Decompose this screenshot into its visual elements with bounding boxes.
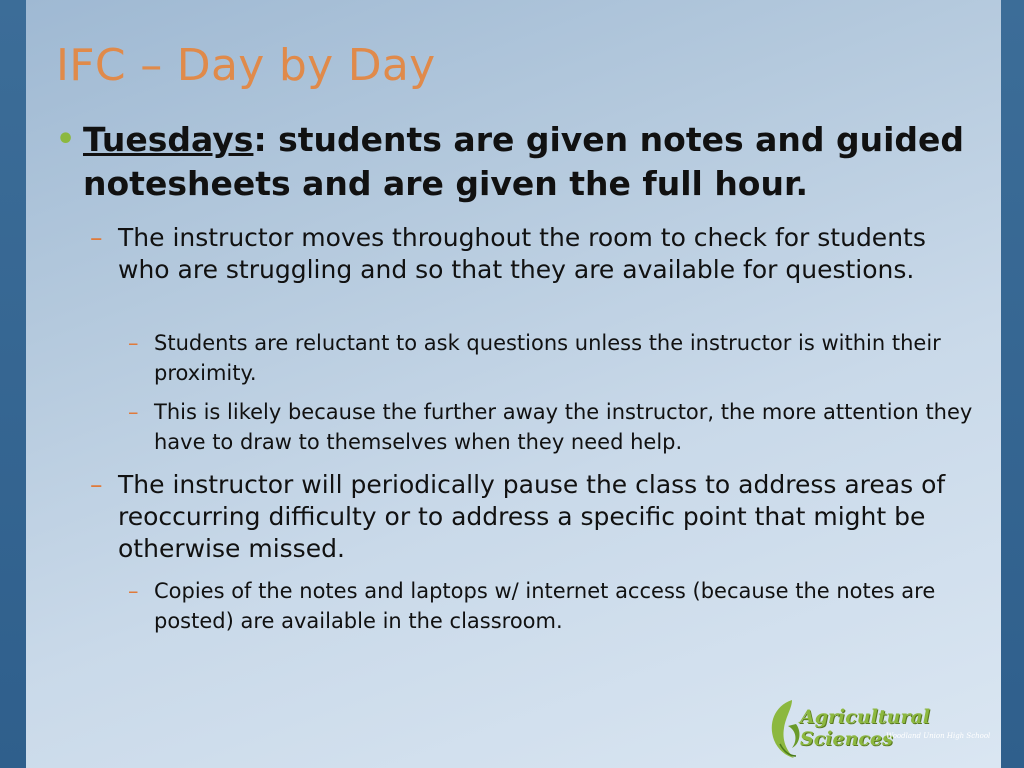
main-bullet (56, 118, 976, 206)
dash-marker: – (90, 470, 103, 499)
sub-item-periodic-pause (90, 469, 970, 565)
agricultural-sciences-logo (766, 696, 996, 762)
sub-item-instructor-moves (90, 222, 970, 286)
sub-item-text: This is likely because the further away the instructor, the more attention they have to draw to themselves when they need help. (154, 400, 973, 454)
bullet-marker: • (56, 122, 76, 157)
sub-item-text: The instructor moves throughout the room to check for students who are struggling and so that they are available for questions. (118, 223, 926, 284)
dash-marker: – (128, 331, 139, 355)
sub-item-copies-of-notes (128, 576, 988, 636)
logo-subtitle: Woodland Union High School (886, 732, 991, 740)
sub-item-text: The instructor will periodically pause the class to address areas of reoccurring difficulty or to address a specific point that might be otherwise missed. (118, 470, 946, 563)
main-bullet-lead: Tuesdays (83, 120, 254, 159)
left-frame-bar (0, 0, 26, 768)
sub-item-likely-because (128, 397, 988, 457)
sub-item-text: Copies of the notes and laptops w/ internet access (because the notes are posted) are available in the classroom. (154, 579, 936, 633)
sub-item-text: Students are reluctant to ask questions unless the instructor is within their proximity. (154, 331, 941, 385)
logo-title: Agricultural Sciences (800, 706, 930, 750)
main-bullet-text (56, 118, 976, 206)
right-frame-bar (1001, 0, 1024, 768)
slide (26, 0, 1001, 768)
dash-marker: – (90, 223, 103, 252)
slide-title: IFC – Day by Day (56, 40, 436, 91)
sub-item-students-reluctant (128, 328, 988, 388)
dash-marker: – (128, 579, 139, 603)
dash-marker: – (128, 400, 139, 424)
main-bullet-rest: : students are given notes and guided notesheets and are given the full hour. (83, 120, 965, 203)
